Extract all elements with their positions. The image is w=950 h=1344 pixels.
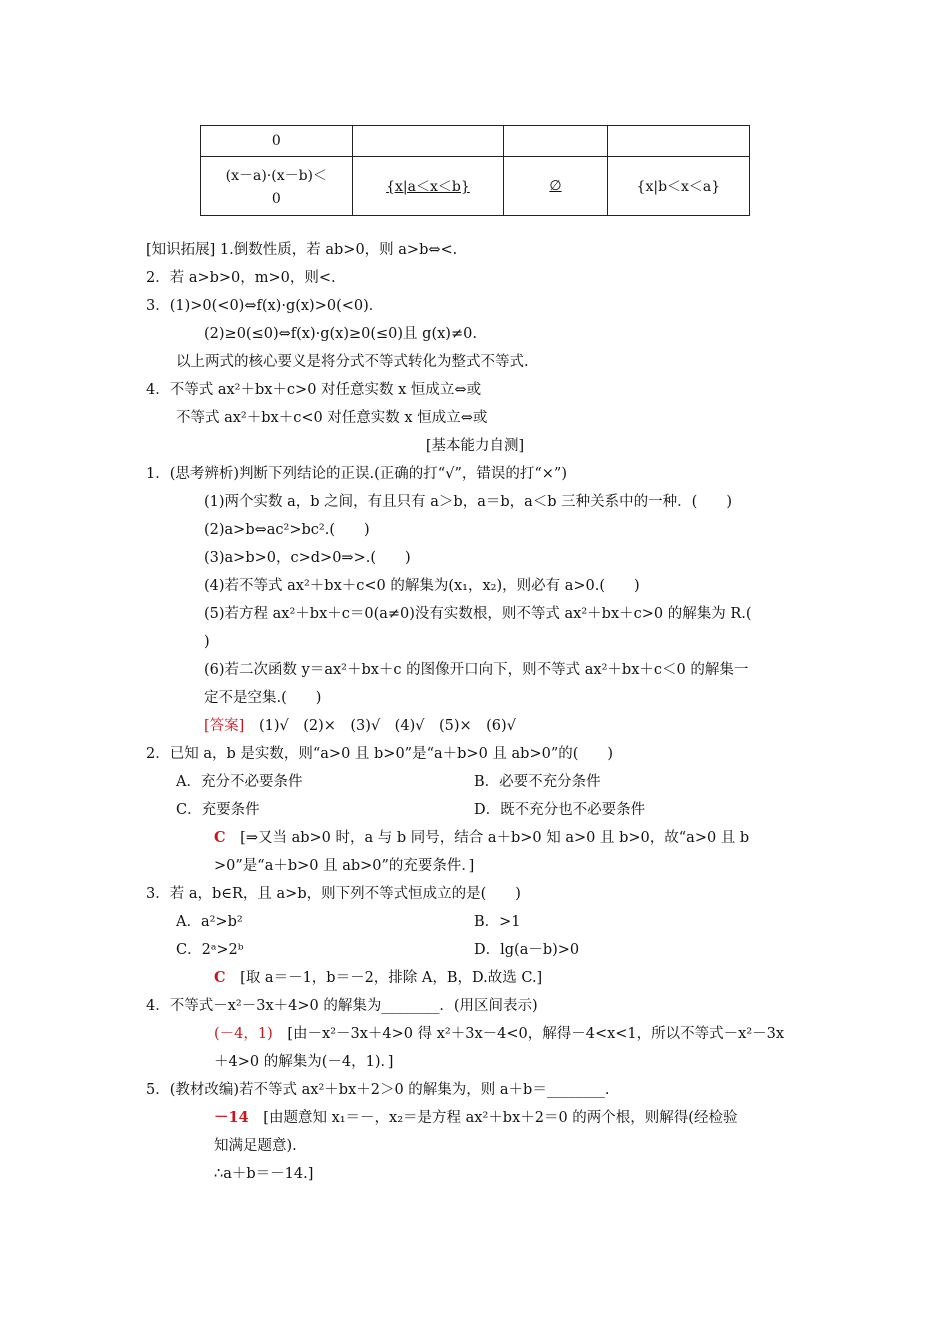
answer-choice: C bbox=[214, 829, 226, 846]
text-line: (2)a>b⇔ac²>bc².( ) bbox=[204, 522, 370, 538]
answer-text: [由－x²－3x＋4>0 得 x²＋3x－4<0，解得－4<x<1，所以不等式－x²－3x bbox=[287, 1026, 785, 1042]
table-cell: 0 bbox=[201, 126, 353, 157]
answer-line bbox=[214, 828, 749, 848]
question-2: 2．已知 a，b 是实数，则“a>0 且 b>0”是“a＋b>0 且 ab>0”的( ) bbox=[146, 746, 614, 762]
table-cell bbox=[607, 126, 749, 157]
text-line: ) bbox=[204, 634, 210, 650]
answer-line bbox=[204, 716, 516, 736]
text-line: 2．若 a>b>0，m>0，则<. bbox=[146, 270, 336, 286]
table-cell: {x|b＜x＜a} bbox=[607, 157, 749, 216]
table-cell bbox=[352, 126, 504, 157]
text-line: 知满足题意). bbox=[214, 1138, 297, 1154]
answer-line bbox=[214, 1108, 737, 1128]
option-a: A．a²>b² bbox=[176, 914, 243, 930]
text-line: ＋4>0 的解集为(－4，1)．] bbox=[214, 1054, 394, 1070]
text-line: >0”是“a＋b>0 且 ab>0”的充要条件．] bbox=[214, 858, 475, 874]
answer-label: [答案] bbox=[204, 718, 245, 734]
question-3: 3．若 a，b∈R，且 a>b，则下列不等式恒成立的是( ) bbox=[146, 886, 521, 902]
text-line: (3)a>b>0，c>d>0⇒>.( ) bbox=[204, 550, 411, 566]
table-cell bbox=[201, 157, 353, 216]
answer-text: (1)√ (2)× (3)√ (4)√ (5)× (6)√ bbox=[258, 718, 516, 734]
text-line: 不等式 ax²＋bx＋c<0 对任意实数 x 恒成立⇔或 bbox=[176, 410, 488, 426]
answer-text: [⇒又当 ab>0 时，a 与 b 同号，结合 a＋b>0 知 a>0 且 b>0，故“a>0 且 b bbox=[240, 830, 750, 846]
table-cell: ∅ bbox=[504, 157, 608, 216]
cell-line: 0 bbox=[271, 191, 281, 207]
text-line: (2)≥0(≤0)⇔f(x)·g(x)≥0(≤0)且 g(x)≠0. bbox=[204, 326, 477, 342]
cell-line: (x－a)·(x－b)＜ bbox=[225, 168, 328, 184]
answer-text: [取 a＝－1，b＝－2，排除 A，B，D.故选 C.] bbox=[240, 970, 543, 986]
text-line: (1)两个实数 a，b 之间，有且只有 a＞b，a＝b，a＜b 三种关系中的一种．( ) bbox=[204, 494, 732, 510]
option-a: A．充分不必要条件 bbox=[176, 774, 303, 790]
text-line: 3．(1)>0(<0)⇔f(x)·g(x)>0(<0)． bbox=[146, 298, 384, 314]
option-b: B．必要不充分条件 bbox=[474, 774, 601, 790]
answer-choice: C bbox=[214, 969, 226, 986]
table-cell bbox=[504, 126, 608, 157]
question-5: 5．(教材改编)若不等式 ax²＋bx＋2＞0 的解集为，则 a＋b＝________. bbox=[146, 1082, 610, 1098]
option-d: D．既不充分也不必要条件 bbox=[474, 802, 646, 818]
option-b: B．>1 bbox=[474, 914, 521, 930]
table-cell: {x|a＜x＜b} bbox=[352, 157, 504, 216]
answer-value: (－4，1) bbox=[214, 1026, 273, 1042]
question-1: 1．(思考辨析)判断下列结论的正误.(正确的打“√”，错误的打“×”) bbox=[146, 466, 568, 482]
answer-value: －14 bbox=[214, 1109, 249, 1126]
answer-line bbox=[214, 968, 542, 988]
option-c: C．充要条件 bbox=[176, 802, 260, 818]
section-heading: [基本能力自测] bbox=[425, 438, 525, 454]
text-line: 4．不等式 ax²＋bx＋c>0 对任意实数 x 恒成立⇔或 bbox=[146, 382, 482, 398]
question-4: 4．不等式－x²－3x＋4>0 的解集为________．(用区间表示) bbox=[146, 998, 538, 1014]
text-line: (4)若不等式 ax²＋bx＋c<0 的解集为(x₁，x₂)，则必有 a>0.( ) bbox=[204, 578, 640, 594]
option-d: D．lg(a－b)>0 bbox=[474, 942, 580, 958]
table-row bbox=[201, 126, 750, 157]
table-row bbox=[201, 157, 750, 216]
text-line: [知识拓展] 1.倒数性质，若 ab>0，则 a>b⇔<. bbox=[146, 242, 458, 258]
text-line: 以上两式的核心要义是将分式不等式转化为整式不等式. bbox=[176, 354, 529, 370]
answer-line bbox=[214, 1024, 784, 1044]
answer-text: [由题意知 x₁＝－，x₂＝是方程 ax²＋bx＋2＝0 的两个根，则解得(经检验 bbox=[263, 1110, 738, 1126]
text-line: ∴a＋b＝－14.] bbox=[214, 1166, 314, 1182]
option-c: C．2ᵃ>2ᵇ bbox=[176, 942, 244, 958]
text-line: (5)若方程 ax²＋bx＋c＝0(a≠0)没有实数根，则不等式 ax²＋bx＋c>0 的解集为 R.( bbox=[204, 606, 752, 622]
solution-set-table bbox=[200, 125, 750, 216]
text-line: 定不是空集.( ) bbox=[204, 690, 322, 706]
text-line: (6)若二次函数 y＝ax²＋bx＋c 的图像开口向下，则不等式 ax²＋bx＋c＜0 的解集一 bbox=[204, 662, 749, 678]
